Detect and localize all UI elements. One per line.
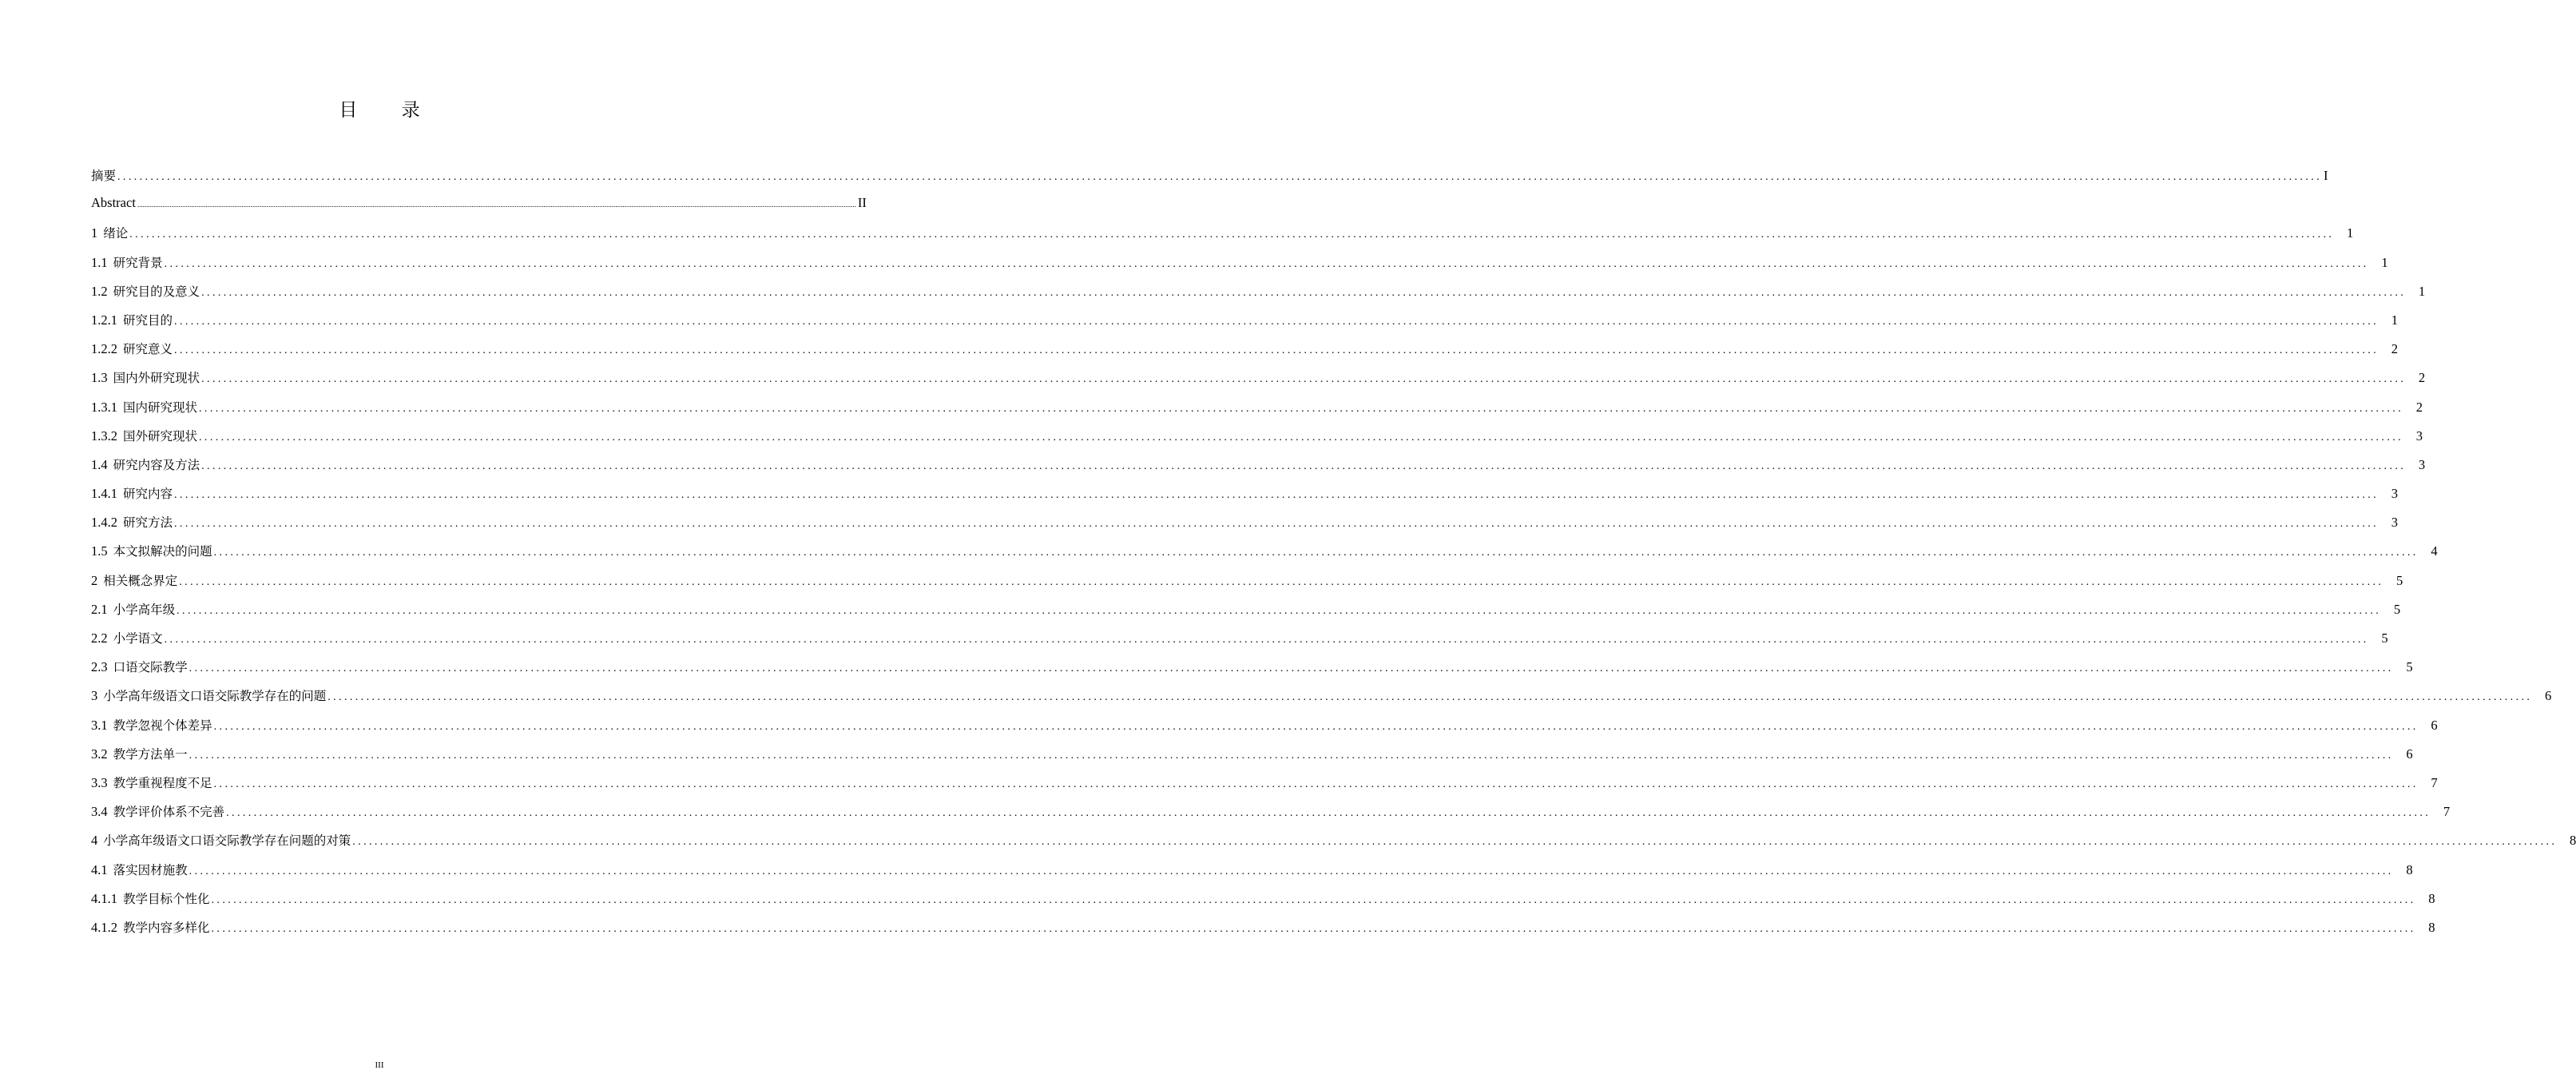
toc-entry-page: 8 <box>2570 833 2576 849</box>
toc-entry-number: 3 <box>91 688 98 704</box>
toc-entry[interactable] <box>91 368 2426 397</box>
toc-entry-page: II <box>857 195 867 211</box>
toc-entry[interactable] <box>91 889 2435 918</box>
toc-entry-label: 研究意义 <box>123 342 173 357</box>
toc-entry-page: 5 <box>2381 630 2388 646</box>
toc-entry-number: 1.3.2 <box>91 428 117 444</box>
toc-dot-leader: ................................................................................................................................................................................................................................................................................................................................................................................................................ <box>199 431 2404 444</box>
toc-entry-page: 7 <box>2443 804 2451 820</box>
toc-entry[interactable] <box>91 542 2438 571</box>
toc-dot-leader: ................................................................................................................................................................................................................................................................................................................................................................................................................ <box>213 778 2419 790</box>
toc-entry[interactable] <box>91 861 2413 889</box>
toc-entry[interactable] <box>91 282 2426 311</box>
toc-entry-label: 研究内容 <box>123 487 173 502</box>
toc-entry-label: 国内外研究现状 <box>113 371 200 386</box>
toc-entry-page: I <box>2324 168 2328 183</box>
toc-entry-page: 2 <box>2415 399 2423 415</box>
toc-entry-page: 3 <box>2391 515 2399 531</box>
toc-entry-page: 5 <box>2396 572 2403 588</box>
toc-entry-number: 1.1 <box>91 254 108 270</box>
toc-entry-label: 口语交际教学 <box>113 660 188 675</box>
toc-entry-label: 落实因材施教 <box>113 862 188 877</box>
toc-dot-leader: ................................................................................................................................................................................................................................................................................................................................................................................................................ <box>117 171 2323 183</box>
toc-entry-number: 1.2.2 <box>91 341 117 357</box>
toc-entry-label: 教学重视程度不足 <box>113 775 212 790</box>
toc-entry-number: 1.2 <box>91 283 108 299</box>
toc-entry[interactable] <box>91 600 2401 629</box>
toc-dot-leader: ................................................................................................................................................................................................................................................................................................................................................................................................................ <box>211 922 2416 935</box>
page-footer-number: III <box>375 1060 384 1070</box>
toc-entry-number: 3.1 <box>91 717 108 733</box>
toc-entry-number: 1.2.1 <box>91 312 117 328</box>
toc-entry-number: 1.4.2 <box>91 515 117 531</box>
toc-entry-page: 6 <box>2431 717 2438 733</box>
toc-entry[interactable] <box>91 658 2413 686</box>
toc-entry[interactable] <box>91 484 2399 513</box>
toc-entry-label: 国外研究现状 <box>123 428 198 444</box>
toc-dot-leader: ................................................................................................................................................................................................................................................................................................................................................................................................................ <box>201 459 2407 472</box>
toc-dot-leader: ................................................................................................................................................................................................................................................................................................................................................................................................................ <box>174 344 2380 357</box>
toc-entry-label: 教学方法单一 <box>113 746 188 762</box>
toc-entry[interactable] <box>91 513 2399 542</box>
toc-entry-number: 1 <box>91 225 98 241</box>
toc-entry-number: 4 <box>91 833 98 849</box>
toc-entry-label: 相关概念界定 <box>103 573 178 588</box>
toc-entry-page: 1 <box>2391 312 2399 328</box>
toc-dot-leader: ................................................................................................................................................................................................................................................................................................................................................................................................................ <box>327 691 2533 704</box>
page-title: 目 录 <box>339 100 439 121</box>
toc-entry-page: 1 <box>2347 225 2354 241</box>
toc-entry-number: 2.3 <box>91 659 108 675</box>
toc-entry[interactable] <box>91 253 2388 282</box>
toc-entry-number: 4.1.1 <box>91 890 117 906</box>
toc-entry[interactable] <box>91 224 2354 253</box>
toc-dot-leader: ................................................................................................................................................................................................................................................................................................................................................................................................................ <box>189 662 2394 675</box>
toc-entry[interactable] <box>91 571 2403 600</box>
toc-entry-page: 2 <box>2391 341 2399 357</box>
toc-entry[interactable] <box>91 427 2423 455</box>
toc-entry[interactable] <box>91 398 2423 427</box>
toc-entry-label: 小学高年级语文口语交际教学存在的问题 <box>103 689 327 704</box>
toc-dot-leader: ................................................................................................................................................................................................................................................................................................................................................................................................................ <box>179 575 2384 588</box>
toc-entry-number: 2.2 <box>91 630 108 646</box>
toc-dot-leader: ................................................................................................................................................................................................................................................................................................................................................................................................................ <box>199 402 2404 415</box>
toc-entry[interactable] <box>91 774 2438 802</box>
toc-dot-leader: ................................................................................................................................................................................................................................................................................................................................................................................................................ <box>352 836 2558 849</box>
toc-dot-leader: ................................................................................................................................................................................................................................................................................................................................................................................................................ <box>164 634 2369 646</box>
toc-entry[interactable] <box>91 831 2576 860</box>
toc-entry-label: Abstract <box>91 195 136 211</box>
toc-entry-number: 2 <box>91 572 98 588</box>
toc-entry[interactable] <box>91 195 867 224</box>
toc-entry-page: 5 <box>2406 659 2413 675</box>
toc-entry-label: 教学内容多样化 <box>123 920 210 935</box>
toc-dot-leader: ................................................................................................................................................................................................................................................................................................................................................................................................................ <box>213 720 2419 733</box>
toc-entry-number: 1.4 <box>91 456 108 472</box>
table-of-contents <box>91 166 2576 947</box>
toc-entry-page: 8 <box>2428 919 2435 935</box>
toc-entry[interactable] <box>91 802 2451 831</box>
toc-entry-page: 8 <box>2428 890 2435 906</box>
toc-entry-number: 1.3 <box>91 370 108 386</box>
toc-entry-page: 3 <box>2415 428 2423 444</box>
toc-entry[interactable] <box>91 745 2413 774</box>
toc-entry[interactable] <box>91 629 2388 658</box>
toc-entry[interactable] <box>91 311 2399 340</box>
toc-dot-leader: ................................................................................................................................................................................................................................................................................................................................................................................................................ <box>129 229 2335 241</box>
toc-dot-leader: ................................................................................................................................................................................................................................................................................................................................................................................................................ <box>174 489 2380 502</box>
toc-entry-label: 小学语文 <box>113 631 163 646</box>
toc-entry-number: 4.1.2 <box>91 919 117 935</box>
toc-entry-label: 教学忽视个体差异 <box>113 718 212 733</box>
toc-dot-leader: ................................................................................................................................................................................................................................................................................................................................................................................................................ <box>201 286 2407 299</box>
toc-entry-label: 研究内容及方法 <box>113 457 200 472</box>
toc-entry[interactable] <box>91 918 2435 947</box>
toc-entry[interactable] <box>91 166 2328 195</box>
toc-entry[interactable] <box>91 716 2438 745</box>
toc-entry-label: 摘要 <box>91 169 117 183</box>
toc-dot-leader: ................................................................................................................................................................................................................................................................................................................................................................................................................ <box>211 893 2416 906</box>
toc-dot-leader: ................................................................................................................................................................................................................................................................................................................................................................................................................ <box>189 865 2394 877</box>
toc-entry-page: 8 <box>2406 861 2413 877</box>
toc-entry-page: 5 <box>2393 601 2401 617</box>
toc-entry-label: 研究背景 <box>113 255 163 270</box>
toc-dot-leader: ................................................................................................................................................................................................................................................................................................................................................................................................................ <box>201 373 2407 386</box>
toc-dot-leader: ................................................................................................................................................................................................................................................................................................................................................................................................................ <box>226 807 2431 820</box>
toc-dot-leader: ................................................................................................................................................................................................................................................................................................................................................................................................................ <box>213 547 2419 559</box>
toc-entry-number: 3.3 <box>91 774 108 790</box>
toc-dot-leader: ................................................................................................................................................................................................................................................................................................................................................................................................................ <box>174 315 2380 328</box>
toc-entry-page: 2 <box>2418 370 2426 386</box>
toc-entry-page: 6 <box>2545 688 2552 704</box>
toc-entry-label: 小学高年级 <box>113 602 176 617</box>
toc-entry-number: 1.5 <box>91 543 108 559</box>
toc-entry-page: 3 <box>2391 486 2399 502</box>
toc-entry-label: 小学高年级语文口语交际教学存在问题的对策 <box>103 833 351 849</box>
toc-entry[interactable] <box>91 340 2399 368</box>
toc-dot-leader: ................................................................................................................................................................................................................................................................................................................................................................................................................ <box>177 604 2382 617</box>
toc-entry-number: 3.2 <box>91 746 108 762</box>
toc-entry-page: 6 <box>2406 746 2413 762</box>
toc-entry-number: 3.4 <box>91 804 108 820</box>
toc-entry-page: 1 <box>2381 254 2388 270</box>
toc-entry-number: 2.1 <box>91 601 108 617</box>
toc-entry-page: 4 <box>2431 543 2438 559</box>
toc-entry-page: 7 <box>2431 774 2438 790</box>
toc-entry[interactable] <box>91 686 2552 715</box>
toc-dot-leader: ................................................................................................................................................................................................................................................................................................................................................................................................................ <box>164 257 2369 270</box>
toc-entry-label: 绪论 <box>103 226 129 241</box>
toc-entry-page: 1 <box>2418 283 2426 299</box>
toc-entry-label: 教学评价体系不完善 <box>113 805 225 820</box>
toc-dot-leader: ................................................................................................................................................................................................................................................................................................................................................................................................................ <box>137 201 856 209</box>
toc-entry-label: 研究目的 <box>123 312 173 328</box>
toc-entry-label: 教学目标个性化 <box>123 891 210 906</box>
toc-entry[interactable] <box>91 455 2426 484</box>
toc-entry-number: 4.1 <box>91 861 108 877</box>
toc-entry-label: 本文拟解决的问题 <box>113 544 212 559</box>
toc-entry-number: 1.4.1 <box>91 486 117 502</box>
toc-dot-leader: ................................................................................................................................................................................................................................................................................................................................................................................................................ <box>174 518 2380 531</box>
toc-entry-number: 1.3.1 <box>91 399 117 415</box>
toc-entry-page: 3 <box>2418 456 2426 472</box>
toc-dot-leader: ................................................................................................................................................................................................................................................................................................................................................................................................................ <box>189 749 2394 762</box>
toc-entry-label: 国内研究现状 <box>123 400 198 415</box>
toc-entry-label: 研究目的及意义 <box>113 284 200 299</box>
toc-entry-label: 研究方法 <box>123 515 173 531</box>
